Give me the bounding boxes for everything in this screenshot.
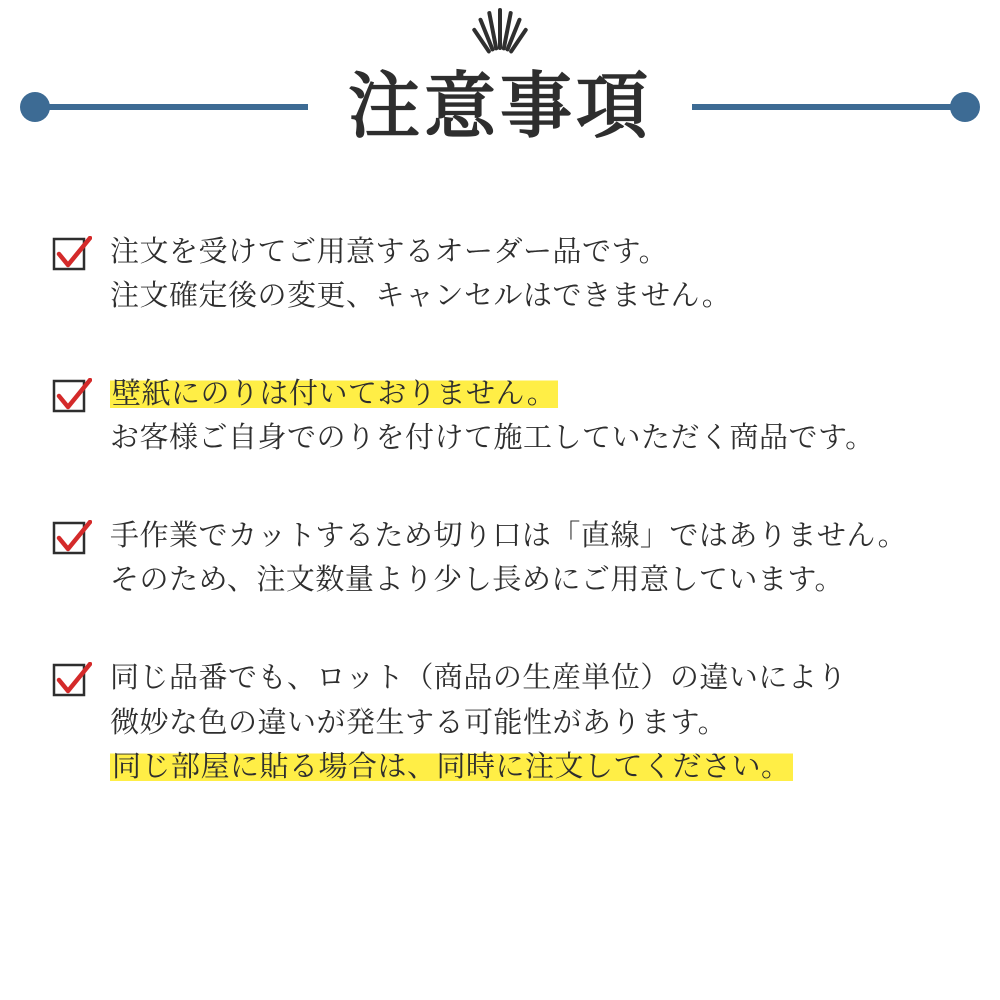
highlighted-text: 壁紙にのりは付いておりません。 <box>112 378 557 411</box>
notice-text-block <box>110 372 948 460</box>
notice-line: 注文を受けてご用意するオーダー品です。 <box>110 236 669 268</box>
sunburst-ray <box>501 11 513 51</box>
sunburst-ray <box>498 8 502 50</box>
notice-line: お客様ご自身でのりを付けて施工していただく商品です。 <box>110 422 875 455</box>
notice-item <box>52 514 948 602</box>
notice-list <box>0 230 1000 789</box>
checkbox-checked-icon <box>52 520 92 560</box>
sunburst-ray <box>472 27 492 54</box>
checkbox-checked-icon <box>52 378 92 418</box>
notice-line <box>110 372 948 416</box>
checkbox-checked-icon <box>52 662 92 702</box>
notice-item <box>52 230 948 318</box>
highlighted-text: 同じ部屋に貼る場合は、同時に注文してください。 <box>112 750 791 783</box>
notice-line <box>110 745 948 789</box>
sunburst-ray <box>508 27 528 54</box>
notice-line: 同じ品番でも、ロット（商品の生産単位）の違いにより <box>110 662 847 695</box>
notice-line: 微妙な色の違いが発生する可能性があります。 <box>110 706 728 739</box>
notice-line: そのため、注文数量より少し長めにご用意しています。 <box>110 564 845 597</box>
notice-line: 手作業でカットするため切り口は「直線」ではありません。 <box>110 520 908 553</box>
notice-text-block <box>110 230 948 318</box>
notice-text-block <box>110 514 948 602</box>
sunburst-rays-icon <box>0 10 1000 70</box>
notice-item <box>52 656 948 788</box>
page-title-row <box>0 62 1000 152</box>
notice-item <box>52 372 948 460</box>
sunburst-ray <box>478 17 495 52</box>
sunburst-ray <box>487 11 499 51</box>
page-header <box>0 0 1000 190</box>
sunburst-ray <box>505 17 522 52</box>
page-title: 注意事項 <box>324 71 676 143</box>
notice-text-block <box>110 656 948 788</box>
checkbox-checked-icon <box>52 236 92 276</box>
notice-line: 注文確定後の変更、キャンセルはできません。 <box>110 280 732 313</box>
